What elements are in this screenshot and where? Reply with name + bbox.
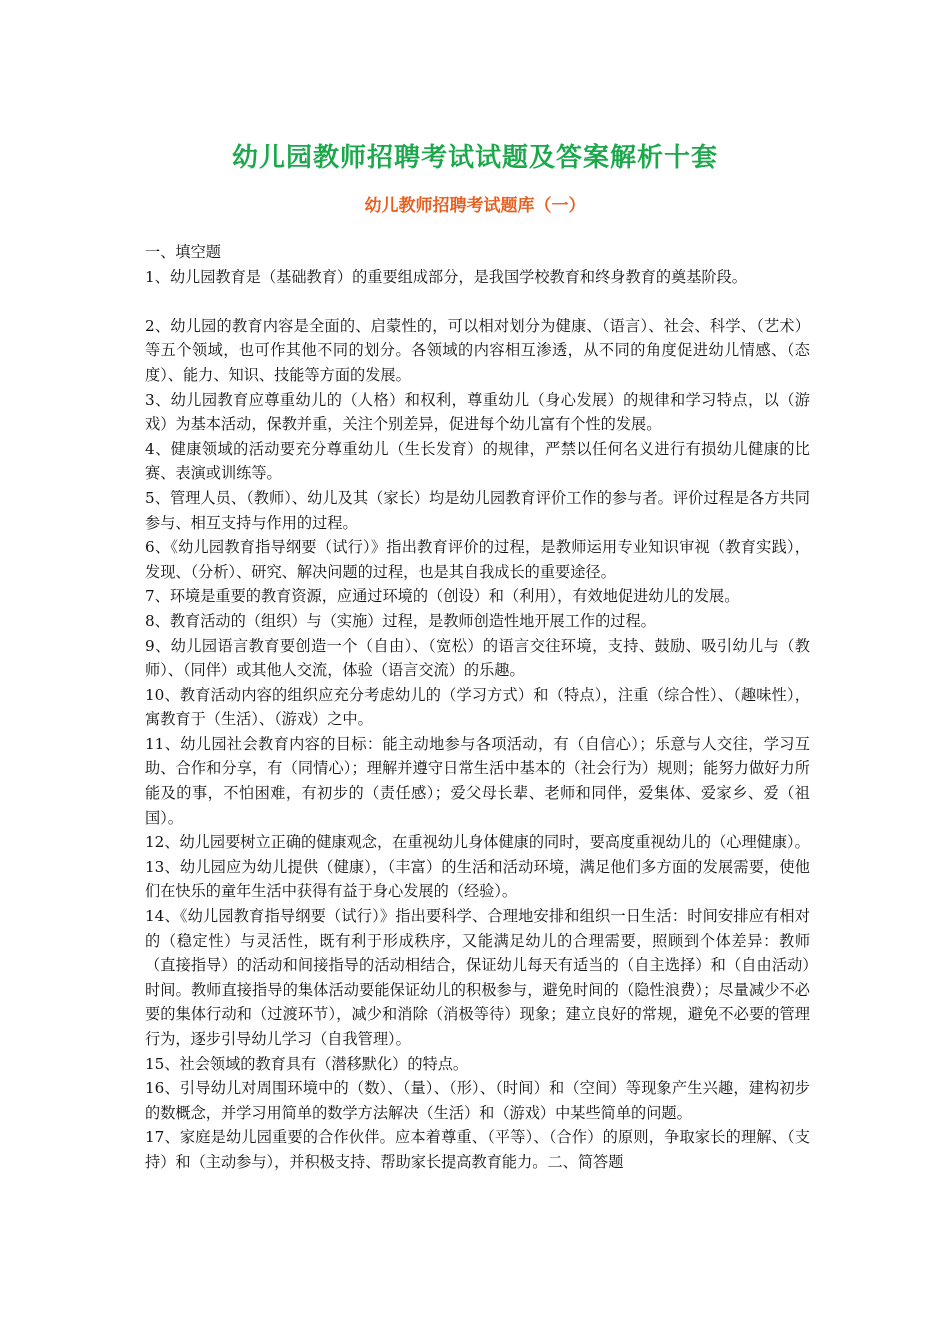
document-subtitle: 幼儿教师招聘考试题库（一）	[364, 196, 586, 216]
document-title: 幼儿园教师招聘考试试题及答案解析十套	[231, 143, 718, 173]
question-paragraph: 10、教育活动内容的组织应充分考虑幼儿的（学习方式）和（特点），注重（综合性）、（趣味性），寓教育于（生活）、（游戏）之中。	[145, 685, 810, 729]
question-paragraph: 5、管理人员、（教师）、幼儿及其（家长）均是幼儿园教育评价工作的参与者。评价过程是各方共同参与、相互支持与作用的过程。	[145, 488, 810, 532]
question-paragraph: 11、幼儿园社会教育内容的目标：能主动地参与各项活动，有（自信心）；乐意与人交往，学习互助、合作和分享，有（同情心）；理解并遵守日常生活中基本的（社会行为）规则；能努力做好力所能及的事，不怕困难，有初步的（责任感）；爱父母长辈、老师和同伴，爱集体、爱家乡、爱（祖国）。	[145, 734, 810, 827]
question-paragraph: 13、幼儿园应为幼儿提供（健康），（丰富）的生活和活动环境，满足他们多方面的发展需要，使他们在快乐的童年生活中获得有益于身心发展的（经验）。	[145, 857, 810, 901]
question-paragraph: 16、引导幼儿对周围环境中的（数）、（量）、（形）、（时间）和（空间）等现象产生兴趣，建构初步的数概念，并学习用简单的数学方法解决（生活）和（游戏）中某些简单的问题。	[145, 1079, 810, 1122]
question-paragraph: 14、《幼儿园教育指导纲要（试行）》指出要科学、合理地安排和组织一日生活：时间安排应有相对的（稳定性）与灵活性，既有利于形成秩序，又能满足幼儿的合理需要，照顾到个体差异：教师（直接指导）的活动和间接指导的活动相结合，保证幼儿每天有适当的（自主选择）和（自由活动）时间。教师直接指导的集体活动要能保证幼儿的积极参与，避免时间的（隐性浪费）；尽量减少不必要的集体行动和（过渡环节），减少和消除（消极等待）现象；建立良好的常规，避免不必要的管理行为，逐步引导幼儿学习（自我管理）。	[145, 907, 810, 1048]
question-paragraph: 4、健康领域的活动要充分尊重幼儿（生长发育）的规律，严禁以任何名义进行有损幼儿健康的比赛、表演或训练等。	[145, 439, 810, 483]
document-body	[145, 240, 810, 1175]
question-paragraph: 15、社会领域的教育具有（潜移默化）的特点。	[145, 1054, 469, 1073]
question-paragraph: 9、幼儿园语言教育要创造一个（自由）、（宽松）的语言交往环境，支持、鼓励、吸引幼儿与（教师）、（同伴）或其他人交流，体验（语言交流）的乐趣。	[145, 636, 810, 680]
section-heading: 一、填空题	[145, 243, 221, 261]
question-paragraph: 6、《幼儿园教育指导纲要（试行）》指出教育评价的过程，是教师运用专业知识审视（教育实践），发现、（分析）、研究、解决问题的过程，也是其自我成长的重要途径。	[145, 538, 810, 581]
question-paragraph: 17、家庭是幼儿园重要的合作伙伴。应本着尊重、（平等）、（合作）的原则，争取家长的理解、（支持）和（主动参与），并积极支持、帮助家长提高教育能力。二、简答题	[145, 1128, 810, 1171]
question-paragraph: 1、幼儿园教育是（基础教育）的重要组成部分，是我国学校教育和终身教育的奠基阶段。	[145, 267, 747, 286]
question-paragraph: 12、幼儿园要树立正确的健康观念，在重视幼儿身体健康的同时，要高度重视幼儿的（心理健康）。	[145, 833, 810, 852]
question-paragraph: 3、幼儿园教育应尊重幼儿的（人格）和权利，尊重幼儿（身心发展）的规律和学习特点，以（游戏）为基本活动，保教并重，关注个别差异，促进每个幼儿富有个性的发展。	[145, 390, 810, 434]
question-paragraph: 2、幼儿园的教育内容是全面的、启蒙性的，可以相对划分为健康、（语言）、社会、科学、（艺术）等五个领域，也可作其他不同的划分。各领域的内容相互渗透，从不同的角度促进幼儿情感、（态度）、能力、知识、技能等方面的发展。	[145, 316, 810, 384]
question-paragraph: 8、教育活动的（组织）与（实施）过程，是教师创造性地开展工作的过程。	[145, 611, 656, 630]
question-paragraph: 7、环境是重要的教育资源，应通过环境的（创设）和（利用），有效地促进幼儿的发展。	[145, 587, 740, 606]
